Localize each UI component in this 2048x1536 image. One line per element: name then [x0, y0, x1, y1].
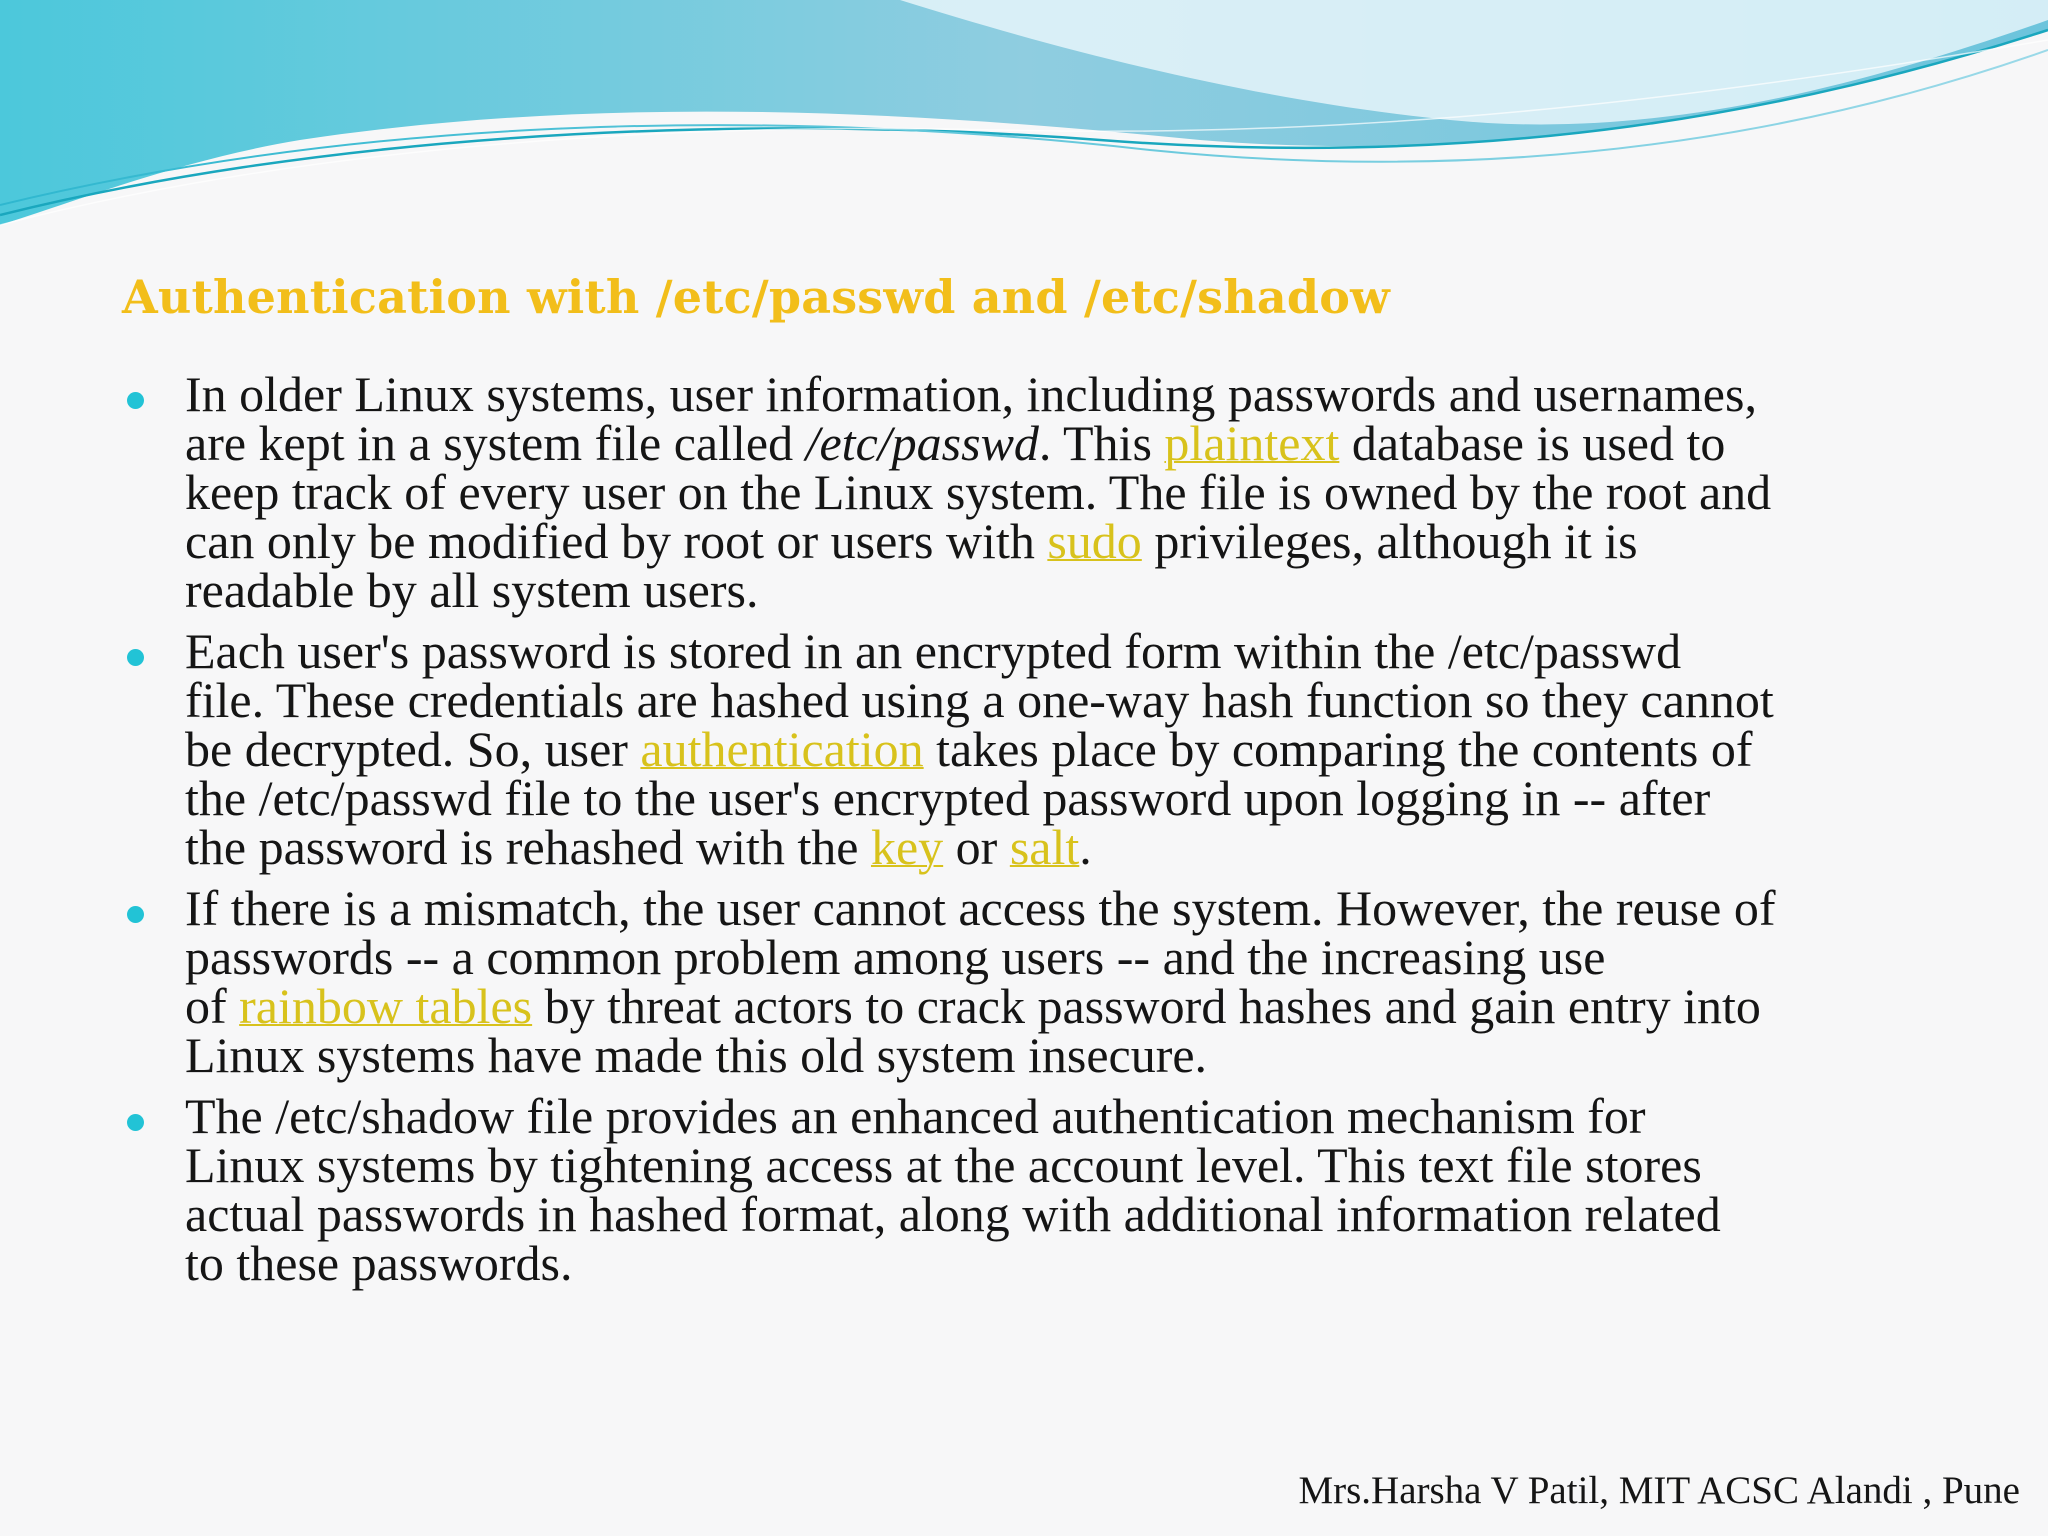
inline-link[interactable]: sudo: [1047, 513, 1142, 569]
bullet-text: [185, 623, 1937, 875]
text-segment: passwords -- a common problem among users -- and the increasing use: [185, 929, 1606, 985]
text-line: [185, 513, 1937, 569]
inline-link[interactable]: authentication: [640, 721, 924, 777]
bullet-dot-icon: [127, 906, 144, 923]
text-segment: by threat actors to crack password hashes and gain entry into: [532, 978, 1761, 1034]
text-segment: file. These credentials are hashed using a one-way hash function so they cannot: [185, 672, 1774, 728]
text-segment: are kept in a system file called: [185, 415, 806, 471]
text-segment: to these passwords.: [185, 1235, 573, 1291]
bullet-dot-icon: [127, 392, 144, 409]
text-segment: the /etc/passwd file to the user's encrypted password upon logging in -- after: [185, 770, 1711, 826]
text-segment: takes place by comparing the contents of: [923, 721, 1753, 777]
text-segment: or: [943, 819, 1010, 875]
text-segment: Linux systems have made this old system insecure.: [185, 1027, 1208, 1083]
text-line: [185, 1235, 1937, 1291]
text-line: [185, 819, 1937, 875]
text-segment: The /etc/shadow file provides an enhanced authentication mechanism for: [185, 1088, 1646, 1144]
text-segment: If there is a mismatch, the user cannot access the system. However, the reuse of: [185, 880, 1776, 936]
inline-link[interactable]: key: [870, 819, 944, 875]
text-segment: can only be modified by root or users with: [185, 513, 1048, 569]
text-segment: Each user's password is stored in an encrypted form within the /etc/passwd: [185, 623, 1682, 679]
inline-link[interactable]: plaintext: [1164, 415, 1340, 471]
text-line: [185, 770, 1937, 826]
text-segment: . This: [1038, 415, 1165, 471]
text-line: [185, 1186, 1937, 1242]
bullet-item: [122, 623, 1937, 875]
slide-footer: Mrs.Harsha V Patil, MIT ACSC Alandi , Pune: [1298, 1469, 2020, 1512]
text-segment: actual passwords in hashed format, along with additional information related: [185, 1186, 1721, 1242]
text-line: [185, 1088, 1937, 1144]
header-wave-decoration: [0, 0, 2048, 240]
text-segment: of: [185, 978, 240, 1034]
text-line: [185, 562, 1937, 618]
inline-link[interactable]: salt: [1009, 819, 1080, 875]
text-line: [185, 1137, 1937, 1193]
text-line: [185, 880, 1937, 936]
text-segment: In older Linux systems, user information, including passwords and usernames,: [185, 366, 1757, 422]
text-line: [185, 978, 1937, 1034]
inline-link[interactable]: rainbow tables: [239, 978, 533, 1034]
text-line: [185, 366, 1937, 422]
text-line: [185, 623, 1937, 679]
text-line: [185, 721, 1937, 777]
slide-title: Authentication with /etc/passwd and /etc/shadow: [122, 270, 1390, 324]
bullet-text: [185, 366, 1937, 618]
text-segment: readable by all system users.: [185, 562, 759, 618]
text-line: [185, 1027, 1937, 1083]
text-segment: the password is rehashed with the: [185, 819, 871, 875]
bullet-item: [122, 366, 1937, 618]
bullet-list: [122, 366, 1937, 1300]
text-segment: .: [1079, 819, 1092, 875]
text-segment: keep track of every user on the Linux system. The file is owned by the root and: [185, 464, 1772, 520]
bullet-text: [185, 1088, 1937, 1291]
bullet-item: [122, 880, 1937, 1083]
text-segment: be decrypted. So, user: [185, 721, 641, 777]
text-line: [185, 929, 1937, 985]
bullet-dot-icon: [127, 1114, 144, 1131]
text-line: [185, 415, 1937, 471]
bullet-item: [122, 1088, 1937, 1291]
text-segment: database is used to: [1339, 415, 1726, 471]
text-segment: privileges, although it is: [1141, 513, 1638, 569]
text-line: [185, 464, 1937, 520]
bullet-text: [185, 880, 1937, 1083]
italic-text: /etc/passwd: [805, 415, 1039, 471]
text-segment: Linux systems by tightening access at the account level. This text file stores: [185, 1137, 1702, 1193]
bullet-dot-icon: [127, 649, 144, 666]
text-line: [185, 672, 1937, 728]
